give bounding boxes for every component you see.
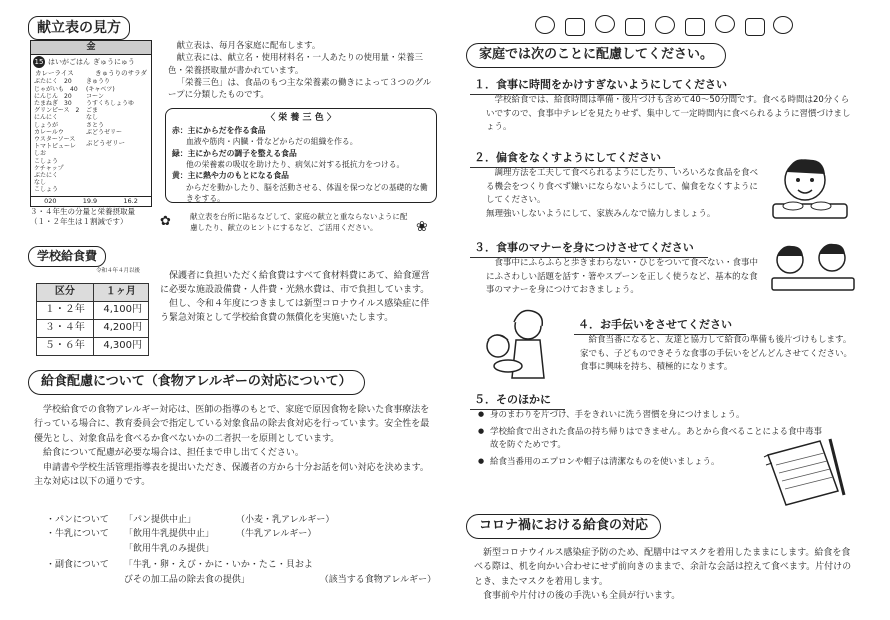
menu-ingredient: コーン	[86, 92, 104, 100]
yellow-group-desc: からだを動かしたり、脳を活動させる、体温を保つなどの基礎的な働きをする。	[186, 182, 428, 203]
tip-text: 献立表を台所に貼るなどして、家庭の献立と重ならないように配慮したり、献立のヒントにするなど、ご活用ください。	[190, 212, 408, 232]
table-row	[37, 338, 149, 356]
fee-paragraph: 保護者に負担いただく給食費はすべて食材料費にあて、給食運営に必要な施設設備費・人件費・光熱水費は、市で負担しています。	[160, 271, 430, 295]
boy-eating-illustration	[765, 152, 855, 227]
menu-ingredient: うすくちしょうゆ	[86, 100, 135, 108]
menu-dish: きゅうりのサラダ	[95, 69, 147, 78]
allergy-paragraph: 給食について配慮が必要な場合は、担任まで申し出てください。	[43, 448, 304, 459]
section-3-paragraph: 食事中にふらふらと歩きまわらない・ひじをついて食べない・食事中にふさわしい話題を話す・箸やスプーンを正しく使うなど、基本的な食事のマナーを身につけておきましょう。	[486, 258, 759, 296]
menu-ingredient: ウスターソース	[34, 135, 76, 143]
fee-grade: ５・６年	[37, 338, 94, 356]
section-4-paragraph: 給食当番になると、友達と協力して給食の準備も後片づけもします。家でも、子どものできそうな食事の手伝いをどんどんさせてください。食事に興味を持ち、積極的になります。	[580, 335, 853, 373]
intro-paragraph: 献立表には、献立名・使用材料名・一人あたりの使用量・栄養三色・栄養摂取量が書かれています。	[168, 53, 424, 76]
list-item	[46, 542, 436, 556]
measure-target: （牛乳アレルギー）	[236, 529, 317, 540]
mother-child-cooking-illustration	[478, 308, 558, 383]
menu-ingredient: こしょう	[34, 157, 59, 165]
measure-action: 「パン提供中止」	[124, 515, 197, 525]
menu-ingredient: ごま	[86, 107, 99, 115]
measure-action: 「飲用牛乳のみ提供」	[124, 543, 215, 554]
fee-grade: ３・４年	[37, 320, 94, 338]
bowl-icon	[745, 18, 765, 36]
menu-ingredient: さとう	[86, 121, 105, 129]
home-considerations-title: 家庭では次のことに配慮してください。	[466, 43, 726, 68]
menu-ingredient: きゅうり	[86, 78, 111, 86]
fee-date: 令和４年４月以後	[96, 268, 141, 274]
menu-dish: はいがごはん	[48, 57, 90, 66]
menu-ingredient: しょうが	[34, 121, 59, 129]
face-icon	[595, 15, 615, 33]
menu-ingredient: にんにく	[34, 114, 59, 122]
face-icon	[655, 16, 675, 34]
menu-ingredient: ぶどうゼリー	[86, 128, 123, 136]
yellow-group-title: 黄：主に熱や力のもとになる食品	[172, 171, 289, 181]
measure-label: ・牛乳について	[46, 529, 109, 540]
fee-amount: 4,200円	[93, 320, 148, 338]
menu-ingredient: じゃがいも 40	[34, 85, 78, 93]
menu-ingredient: ケチャップ	[34, 164, 64, 172]
section-3-title: ３．食事のマナーを身につけさせてください	[470, 240, 708, 258]
menu-dish: ぎゅうにゅう	[93, 57, 135, 66]
list-item	[46, 558, 436, 587]
fee-header-month: １ヶ月	[93, 284, 148, 302]
intro-paragraph: 献立表は、毎月各家庭に配布します。	[176, 41, 321, 51]
section-1-paragraph: 学校給食では、給食時間は準備・後片づけも含めて40～50分間です。食べる時間は20分くらいですので、食事中テレビを見たりせず、集中して一定時間内に食べられるように習慣づけましょう。	[486, 95, 851, 133]
children-at-table-illustration	[768, 240, 858, 298]
menu-dish: カレーライス	[35, 69, 74, 78]
decorative-faces-row	[535, 12, 795, 38]
menu-stat: 16.2	[123, 196, 138, 205]
intro-text	[168, 40, 438, 102]
green-group-title: 緑：主にからだの調子を整える食品	[172, 148, 297, 158]
menu-ingredient: こしょう	[34, 186, 59, 194]
fee-text	[160, 270, 438, 326]
covid-paragraph: 新型コロナウイルス感染症予防のため、配膳中はマスクを着用したままにします。給食を食べる際は、机を向かい合わせにせず前向きのままで、余計な会話は控えて食べます。片付けのとき、またマスクを着用します。	[474, 548, 852, 587]
measure-action: 「牛乳・卵・えび・かに・いか・たこ・貝およびその加工品の除去食の提供」	[123, 560, 313, 585]
section-5-title: ５．そのほかに	[470, 392, 565, 410]
flower-icon: ✿	[160, 214, 171, 229]
school-lunch-fee-title: 学校給食費	[28, 246, 106, 267]
allergy-text	[34, 403, 434, 489]
measure-target: （小麦・乳アレルギー）	[236, 515, 335, 525]
section-1-text	[486, 94, 856, 135]
list-item	[46, 513, 436, 527]
menu-note: ３・４年生の分量と栄養摂取量 （１・２年生は１割減です）	[30, 207, 135, 226]
menu-ingredient: なし	[34, 179, 47, 187]
menu-ingredient: (キャベツ)	[86, 85, 115, 93]
menu-ingredient: カレールウ	[34, 128, 64, 136]
measure-label	[46, 542, 124, 556]
menu-date: 15	[34, 58, 44, 67]
list-item: ● 学校給食で出された食品の持ち帰りはできません。あとから食べることによる食中毒事故を防ぐためです。	[478, 426, 828, 453]
table-row	[37, 320, 149, 338]
fee-table	[36, 283, 149, 356]
section-2-title: ２．偏食をなくすようにしてください	[470, 150, 675, 168]
face-icon	[773, 16, 793, 34]
menu-ingredient: たまねぎ 30	[34, 100, 72, 108]
menu-day: 金	[31, 41, 151, 55]
flower-icon: ❀	[416, 219, 428, 235]
notebook-pencil-illustration	[760, 435, 855, 510]
red-group-title: 赤：主にからだを作る食品	[172, 126, 266, 136]
list-item: ● 身のまわりを片づけ、手をきれいに洗う習慣を身につけましょう。	[478, 409, 828, 423]
section-3-text	[486, 257, 764, 298]
measure-target: （該当する食物アレルギー）	[319, 574, 437, 585]
menu-ingredients-col1	[34, 78, 86, 193]
covid-text	[474, 546, 859, 604]
fee-header-grade: 区分	[37, 284, 94, 302]
red-group-desc: 血液や筋肉・内臓・骨などからだの組織を作る。	[186, 137, 358, 147]
covid-section-title: コロナ禍における給食の対応	[466, 514, 661, 539]
list-item: ● 給食当番用のエプロンや帽子は清潔なものを使いましょう。	[478, 456, 828, 470]
menu-ingredients-col2	[86, 78, 146, 193]
menu-ingredient: ぶたにく 20	[34, 78, 72, 86]
fee-amount: 4,300円	[93, 338, 148, 356]
menu-ingredient: しお	[34, 150, 47, 158]
menu-ingredient: トマトピューレ	[34, 143, 76, 151]
face-icon	[715, 15, 735, 33]
menu-ingredient: ぶたにく	[34, 171, 59, 179]
menu-stat: 020	[44, 196, 57, 205]
allergy-section-title: 給食配慮について（食物アレルギーの対応について）	[28, 370, 365, 395]
allergy-paragraph: 申請書や学校生活管理指導表を提出いただき、保護者の方から十分お話を伺い対応を決めます。主な対応は以下の通りです。	[34, 462, 429, 487]
sample-menu-card	[30, 40, 152, 207]
measure-label: ・パンについて	[46, 515, 109, 525]
section-2-text: 調理方法を工夫して食べられるようにしたり、いろいろな食品を食べる機会をつくり食べず嫌いにならないようにして、偏食をなくすようにしてください。 無理強いしないようにして、家族みんなで協力しましょう。	[486, 168, 759, 219]
menu-ingredient: なし	[86, 114, 99, 122]
menu-stat: 19.9	[82, 196, 98, 205]
table-row	[37, 302, 149, 320]
menu-ingredient: グリンピース 2	[34, 107, 80, 115]
nutrition-box-title: 〈 栄 養 三 色 〉	[266, 113, 336, 123]
covid-paragraph: 食事前や片付けの後の手洗いも全員が行います。	[483, 591, 681, 602]
measure-action: 「飲用牛乳提供中止」	[124, 529, 215, 540]
section-1-title: １．食事に時間をかけすぎないようにしてください	[470, 77, 741, 95]
bowl-icon	[685, 18, 705, 36]
fee-grade: １・２年	[37, 302, 94, 320]
intro-paragraph: 「栄養三色」は、食品のもつ主な栄養素の働きによって３つのグループに分類したものです。	[168, 77, 432, 101]
face-icon	[535, 16, 555, 34]
menu-guide-title: 献立表の見方	[28, 16, 130, 40]
menu-dish: ぶどうゼリー	[86, 138, 125, 147]
list-item	[46, 527, 436, 541]
fee-paragraph: 但し、令和４年度につきましては新型コロナウイルス感染症に伴う緊急対策として学校給食費の無償化を実施いたします。	[160, 298, 430, 323]
bowl-icon	[625, 18, 645, 36]
allergy-measures	[46, 513, 436, 587]
section-4-text	[580, 334, 855, 375]
allergy-paragraph: 学校給食での食物アレルギー対応は、医師の指導のもとで、家庭で原因食物を除いた食事療法を行っている場合に、教育委員会で指定している対象食品の除去食対応を行っています。安全性を最優先とし、対象食品を食べるか食べないかの二者択一を原則としています。	[34, 405, 430, 444]
nutrition-three-colors-box	[165, 108, 437, 203]
fee-amount: 4,100円	[93, 302, 148, 320]
measure-label: ・副食について	[46, 560, 109, 571]
bowl-icon	[565, 18, 585, 36]
green-group-desc: 他の栄養素の吸収を助けたり、病気に対する抵抗力をつける。	[186, 159, 405, 169]
menu-ingredient: にんじん 20	[34, 92, 72, 100]
section-4-title: ４．お手伝いをさせてください	[574, 317, 746, 335]
